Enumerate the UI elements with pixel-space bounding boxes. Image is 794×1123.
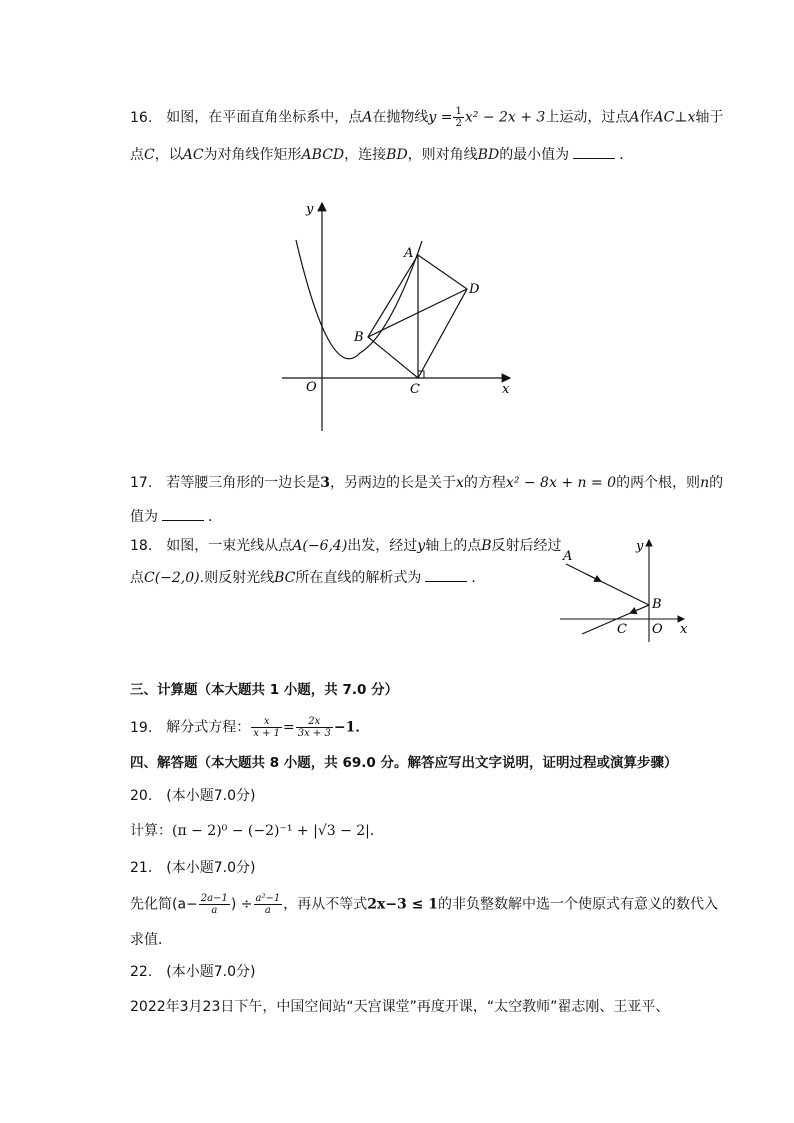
label-a: A	[563, 549, 573, 564]
label-c: C	[410, 382, 420, 397]
label-c: C	[617, 622, 627, 637]
q18-number: 18.	[130, 538, 153, 554]
fraction-2: $\frac{\text{a²−1}}{a}$	[255, 893, 281, 916]
answer-blank	[162, 506, 204, 521]
section-4-heading: 四、解答题（本大题共 8 小题，共 69.0 分。解答应写出文字说明，证明过程或演算步骤）	[130, 755, 678, 771]
q20-number: 20.	[130, 788, 153, 804]
q17-number: 17.	[130, 475, 153, 491]
label-x: x	[680, 622, 688, 637]
q16-line2: 点C，以AC为对角线作矩形ABCD，连接BD，则对角线BD的最小值为 ．	[130, 144, 633, 165]
label-y: y	[306, 202, 314, 217]
label-a: A	[404, 246, 414, 261]
q21-header: 21. (本小题7.0分)	[130, 860, 256, 876]
q21-line2: 求值．	[130, 932, 172, 948]
label-x: x	[502, 382, 510, 397]
fraction-1: $\frac{x}{x + 1}$	[253, 716, 281, 739]
section-3-heading: 三、计算题（本大题共 1 小题，共 7.0 分）	[130, 682, 399, 698]
q17-line1: 17. 若等腰三角形的一边长是3，另两边的长是关于x的方程x² − 8x + n = 0的两个根，则n的	[130, 475, 724, 491]
label-b: B	[354, 330, 364, 345]
q16-number: 16.	[130, 109, 153, 126]
q16-line1: 16. 如图，在平面直角坐标系中，点A在抛物线y = $\frac{1}{2}$ x² − 2x + 3上运动，过点A作AC⊥x轴于	[130, 106, 724, 129]
q22-header: 22. (本小题7.0分)	[130, 964, 256, 980]
fraction-2: $\frac{2x}{3x + 3}$	[297, 716, 331, 739]
q20-header: 20. (本小题7.0分)	[130, 788, 256, 804]
q19-line: 19. 解分式方程： $\frac{x}{x + 1}$ = $\frac{2x}{3x + 3}$ −1．	[130, 716, 370, 739]
q19-number: 19.	[130, 719, 153, 736]
q18-line1: 18. 如图，一束光线从点A(−6,4)出发，经过y轴上的点B反射后经过	[130, 538, 562, 554]
label-o: O	[306, 380, 317, 395]
label-d: D	[469, 282, 480, 297]
q17-line2: 值为 ．	[130, 506, 222, 527]
q21-line1: 先化简(a− $\frac{2a-1}{a}$ ) ÷ $\frac{\text{a²−1}}{a}$ ，再从不等式2x−3 ≤ 1的非负整数解中选一个使原式有意义的数代入	[130, 893, 719, 916]
figure-16	[270, 195, 530, 435]
q20-line: 计算：(π − 2)⁰ − (−2)⁻¹ + |√3 − 2|．	[130, 823, 384, 839]
answer-blank	[573, 144, 615, 159]
reflected-arrow	[630, 605, 649, 613]
q22-line1: 2022年3月23日下午，中国空间站“天宫课堂”再度开课，“太空教师”翟志刚、王亚平、	[130, 999, 670, 1015]
q21-number: 21.	[130, 860, 153, 876]
label-y: y	[636, 539, 644, 554]
q18-line2: 点C(−2,0).则反射光线BC所在直线的解析式为 ．	[130, 567, 485, 588]
fraction-one-half: $\frac{1}{2}$	[455, 106, 462, 129]
label-b: B	[652, 597, 662, 612]
q22-number: 22.	[130, 964, 153, 980]
label-o: O	[652, 622, 663, 637]
incident-ray	[566, 564, 649, 605]
incident-arrow	[586, 574, 601, 581]
fraction-1: $\frac{2a-1}{a}$	[200, 893, 228, 916]
answer-blank	[425, 567, 467, 582]
figure-18	[556, 534, 696, 644]
